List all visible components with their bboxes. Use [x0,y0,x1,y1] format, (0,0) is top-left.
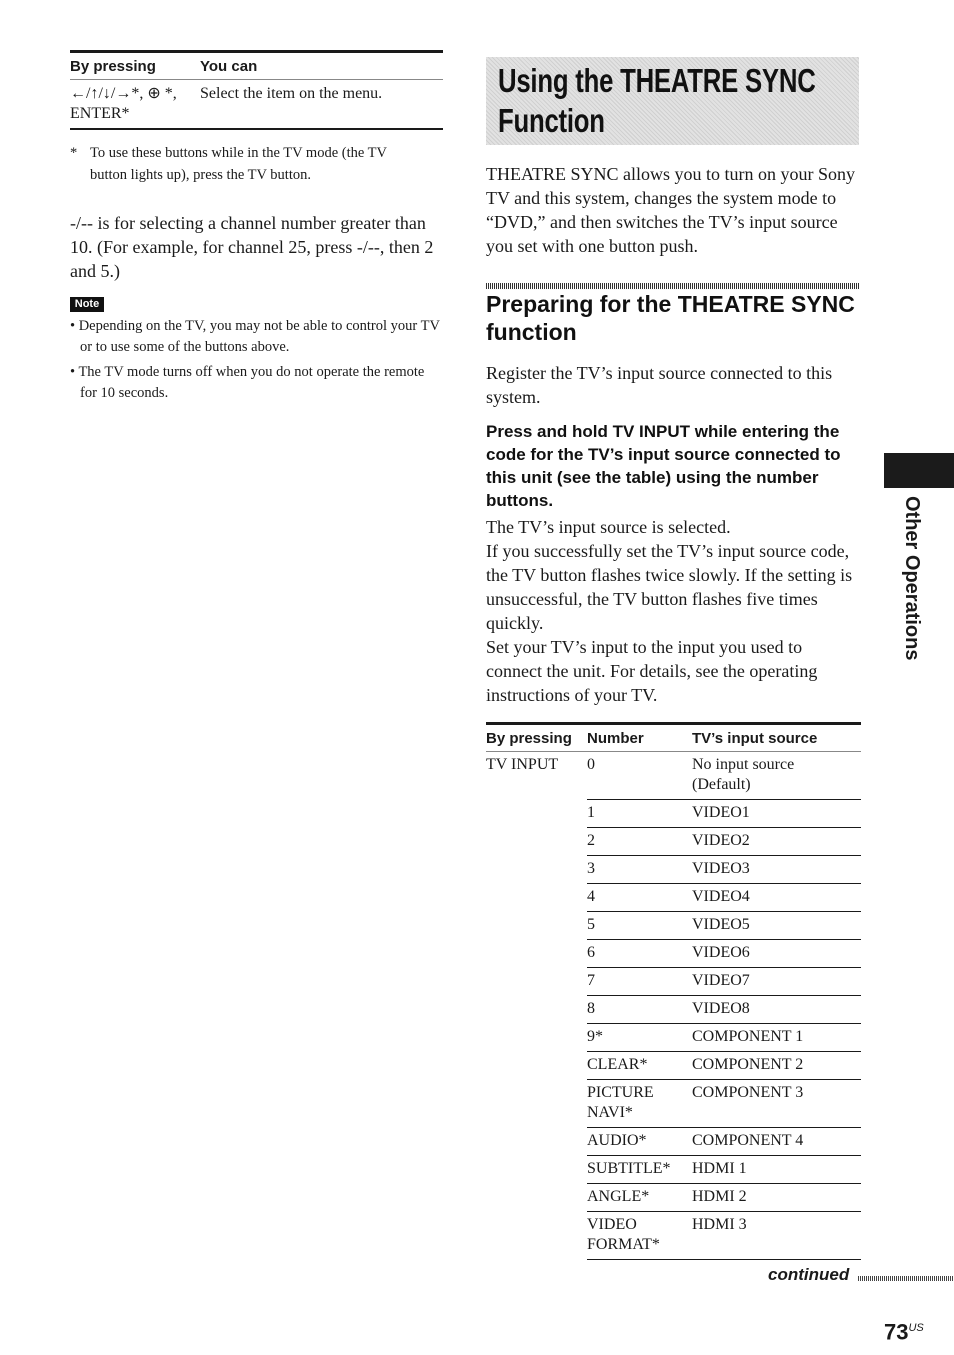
table-row [587,856,861,884]
source-value: VIDEO7 [692,972,750,989]
result-paragraph: Set your TV’s input to the input you used to connect the unit. For details, see the operating instructions of your TV. [486,637,818,705]
source-cell [692,943,861,963]
number-cell [587,1131,692,1151]
footnote-line: To use these buttons while in the TV mode (the TV [90,145,388,161]
source-value: (Default) [692,776,751,793]
number-value: CLEAR* [587,1056,648,1073]
number-value: 0 [587,756,595,773]
source-value: No input source [692,756,795,773]
input-source-rows [587,752,861,1260]
side-tab-marker [884,453,954,488]
number-value: VIDEO [587,1216,637,1233]
source-value: VIDEO2 [692,832,750,849]
number-value: 5 [587,916,595,933]
table-row [587,1156,861,1184]
source-value: COMPONENT 1 [692,1028,804,1045]
source-value: HDMI 1 [692,1160,747,1177]
source-cell [692,1215,861,1255]
side-tab-text: Other Operations [901,496,923,661]
source-cell [692,1187,861,1207]
keys-table-header [70,53,443,80]
number-cell [587,1159,692,1179]
note-icon: Note [70,297,104,312]
number-cell [587,887,692,907]
col-by-pressing: By pressing [486,729,572,747]
source-value: HDMI 2 [692,1188,747,1205]
step-instruction: Press and hold TV INPUT while entering the code for the TV’s input source connected to this unit (see the table) using the number buttons. [486,422,841,510]
number-value: 3 [587,860,595,877]
footnote [70,142,443,186]
table-row [587,912,861,940]
source-cell [692,1159,861,1179]
table-row [587,1080,861,1128]
source-cell [692,1131,861,1151]
arrow-keys-label: ←/↑/↓/→*, ⊕ *, [70,85,177,102]
side-tab-label [900,496,924,676]
table-row [587,1212,861,1260]
number-value: SUBTITLE* [587,1160,671,1177]
page-suffix: US [908,1322,924,1334]
table-row [587,752,861,800]
source-cell [692,1027,861,1047]
number-value: PICTURE [587,1084,654,1101]
register-paragraph: Register the TV’s input source connected to this system. [486,363,833,407]
banner-title-line: Function [498,102,605,139]
source-cell [692,1055,861,1075]
table-row [70,80,443,130]
source-cell [692,971,861,991]
result-text [486,515,859,707]
source-cell [692,831,861,851]
section-heading: Preparing for the THEATRE SYNC function [486,291,855,345]
number-cell [587,831,692,851]
number-cell [587,1215,692,1255]
source-cell [692,887,861,907]
number-cell [587,859,692,879]
number-cell [587,1055,692,1075]
source-cell [692,915,861,935]
table-row [587,968,861,996]
number-value: ANGLE* [587,1188,650,1205]
source-value: COMPONENT 4 [692,1132,804,1149]
channel-paragraph: -/-- is for selecting a channel number greater than 10. (For example, for channel 25, press -/--, then 2 and 5.) [70,213,434,281]
number-value: 2 [587,832,595,849]
result-paragraph: The TV’s input source is selected. [486,517,731,537]
table-row [587,1024,861,1052]
number-cell [587,803,692,823]
number-value: 4 [587,888,595,905]
action-cell: Select the item on the menu. [200,85,383,102]
source-value: VIDEO1 [692,804,750,821]
source-value: VIDEO3 [692,860,750,877]
number-value: AUDIO* [587,1132,647,1149]
result-paragraph: If you successfully set the TV’s input source code, the TV button flashes twice slowly. If the setting is unsuccessful, the TV button flashes five times quickly. [486,541,853,633]
number-value: FORMAT* [587,1236,660,1253]
section-banner [486,57,859,145]
number-cell [587,999,692,1019]
table-row [587,1128,861,1156]
number-value: 6 [587,944,595,961]
col-you-can: You can [200,57,258,75]
continued-rule [858,1276,954,1281]
number-value: NAVI* [587,1104,633,1121]
continued-label: continued [768,1265,850,1284]
source-cell [692,755,861,795]
col-number: Number [587,729,644,747]
number-cell [587,943,692,963]
table-row [587,1184,861,1212]
source-value: HDMI 3 [692,1216,747,1233]
source-cell [692,1083,861,1123]
col-input-source: TV’s input source [692,729,818,747]
source-value: VIDEO6 [692,944,750,961]
number-cell [587,1187,692,1207]
source-value: COMPONENT 2 [692,1056,804,1073]
banner-title [498,61,816,141]
table-row [587,828,861,856]
number-value: 7 [587,972,595,989]
source-value: VIDEO4 [692,888,750,905]
footnote-line: button lights up), press the TV button. [90,167,311,183]
intro-paragraph: THEATRE SYNC allows you to turn on your Sony TV and this system, changes the system mode to “DVD,” and then switches the TV’s input source you set with one button push. [486,164,855,256]
table-row [587,1052,861,1080]
source-cell [692,999,861,1019]
table-row [587,884,861,912]
source-cell [692,803,861,823]
note-item: • The TV mode turns off when you do not operate the remote for 10 seconds. [70,364,425,401]
number-value: 8 [587,1000,595,1017]
tv-input-cell: TV INPUT [486,756,559,773]
input-source-table-header [486,725,861,752]
table-row [587,940,861,968]
enter-key-label: ENTER* [70,105,130,122]
page-number [884,1315,924,1345]
input-source-table [486,722,861,1260]
source-value: VIDEO5 [692,916,750,933]
number-cell [587,971,692,991]
source-cell [692,859,861,879]
note-item: • Depending on the TV, you may not be able to control your TV or to use some of the buttons above. [70,318,440,355]
col-by-pressing: By pressing [70,57,156,75]
source-value: VIDEO8 [692,1000,750,1017]
table-row [587,996,861,1024]
keys-cell [70,84,200,124]
notes-list [70,316,443,408]
keys-table [70,50,443,130]
number-value: 1 [587,804,595,821]
page-number-value: 73 [884,1319,909,1345]
banner-title-line: Using the THEATRE SYNC [498,62,816,99]
number-cell [587,1027,692,1047]
source-value: COMPONENT 3 [692,1084,804,1101]
table-row [587,800,861,828]
number-cell [587,1083,692,1123]
number-cell [587,755,692,795]
heading-rule [486,283,859,289]
number-cell [587,915,692,935]
number-value: 9* [587,1028,603,1045]
footnote-mark: * [70,145,78,161]
